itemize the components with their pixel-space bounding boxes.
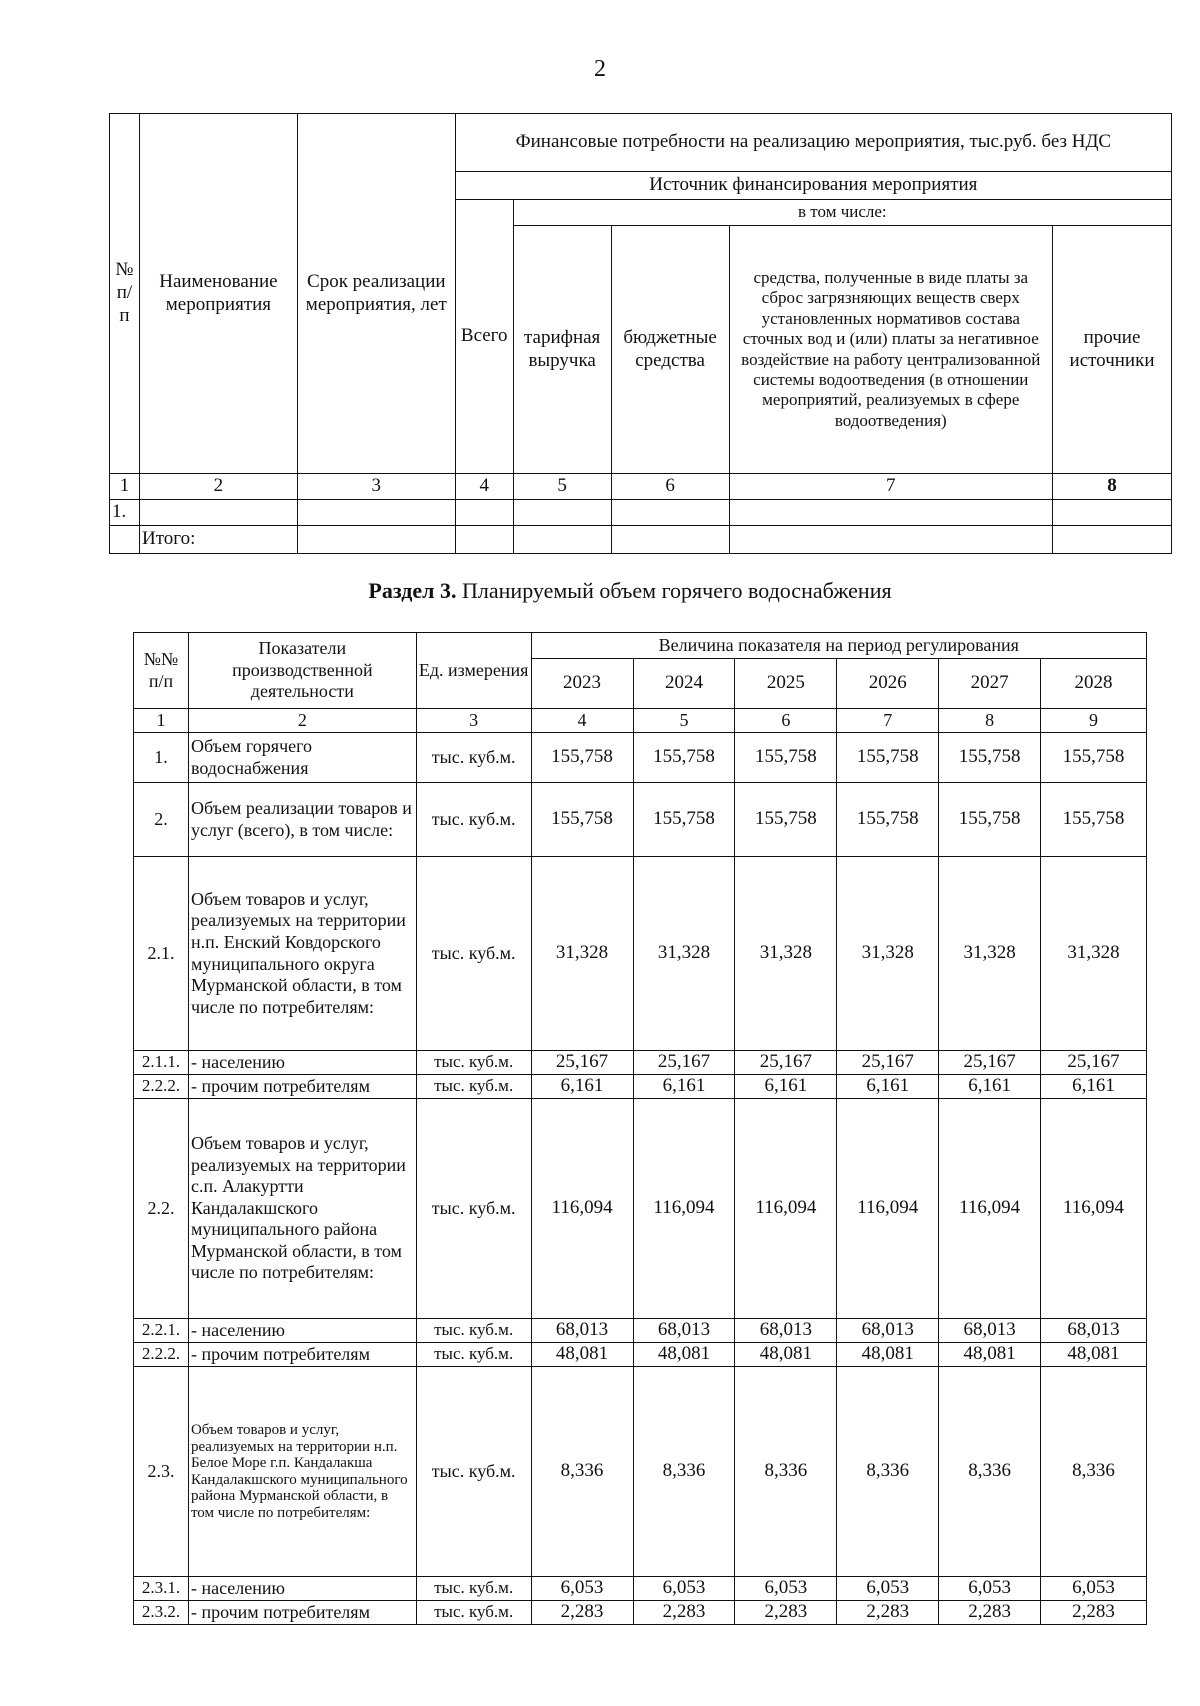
value-cell: 8,336 <box>633 1367 735 1577</box>
value-cell: 6,053 <box>633 1577 735 1601</box>
col-number: 5 <box>513 474 611 500</box>
value-cell: 2,283 <box>531 1601 633 1625</box>
value-cell: 31,328 <box>837 857 939 1051</box>
value-cell: 8,336 <box>837 1367 939 1577</box>
value-cell: 116,094 <box>837 1099 939 1319</box>
row-unit: тыс. куб.м. <box>416 1051 531 1075</box>
row-name: - населению <box>188 1051 416 1075</box>
value-cell: 48,081 <box>633 1343 735 1367</box>
value-cell: 31,328 <box>939 857 1041 1051</box>
value-cell: 155,758 <box>1041 783 1147 857</box>
value-cell: 25,167 <box>531 1051 633 1075</box>
row-name: - прочим потребителям <box>188 1601 416 1625</box>
row-name: Объем реализации товаров и услуг (всего), в том числе: <box>188 783 416 857</box>
col-number: 5 <box>633 709 735 733</box>
header-tariff: тарифная выручка <box>513 226 611 474</box>
value-cell: 25,167 <box>837 1051 939 1075</box>
value-cell: 116,094 <box>531 1099 633 1319</box>
row-unit: тыс. куб.м. <box>416 857 531 1051</box>
row-number: 2.2.2. <box>134 1343 189 1367</box>
table-row <box>134 1601 1147 1625</box>
value-cell: 155,758 <box>735 783 837 857</box>
col-number: 9 <box>1041 709 1147 733</box>
header-num: №№ п/п <box>134 633 189 709</box>
col-number: 1 <box>134 709 189 733</box>
value-cell: 116,094 <box>735 1099 837 1319</box>
table-row <box>134 857 1147 1051</box>
value-cell: 8,336 <box>531 1367 633 1577</box>
value-cell: 155,758 <box>837 733 939 783</box>
hot-water-volume-table <box>133 632 1147 1625</box>
value-cell: 2,283 <box>735 1601 837 1625</box>
value-cell: 6,161 <box>633 1075 735 1099</box>
row-number: 2. <box>134 783 189 857</box>
value-cell: 68,013 <box>531 1319 633 1343</box>
row-unit: тыс. куб.м. <box>416 1601 531 1625</box>
row-name: Объем товаров и услуг, реализуемых на территории н.п. Енский Ковдорского муниципального округа Мурманской области, в том числе по потребителям: <box>188 857 416 1051</box>
col-number: 2 <box>188 709 416 733</box>
value-cell: 6,053 <box>531 1577 633 1601</box>
value-cell: 6,053 <box>837 1577 939 1601</box>
value-cell: 155,758 <box>531 783 633 857</box>
table-row <box>134 1367 1147 1577</box>
col-number: 1 <box>110 474 140 500</box>
header-period: Величина показателя на период регулирования <box>531 633 1146 659</box>
row-number: 2.3. <box>134 1367 189 1577</box>
row-name: Объем горячего водоснабжения <box>188 733 416 783</box>
header-year: 2026 <box>837 659 939 709</box>
value-cell: 25,167 <box>1041 1051 1147 1075</box>
table-row <box>134 1099 1147 1319</box>
header-year: 2023 <box>531 659 633 709</box>
value-cell: 6,161 <box>531 1075 633 1099</box>
page-number: 2 <box>594 56 606 82</box>
value-cell: 31,328 <box>633 857 735 1051</box>
value-cell: 155,758 <box>735 733 837 783</box>
header-incl: в том числе: <box>513 200 1171 226</box>
table-row <box>134 1577 1147 1601</box>
value-cell: 31,328 <box>1041 857 1147 1051</box>
header-year: 2028 <box>1041 659 1147 709</box>
value-cell: 155,758 <box>531 733 633 783</box>
value-cell: 116,094 <box>633 1099 735 1319</box>
value-cell: 116,094 <box>1041 1099 1147 1319</box>
value-cell: 68,013 <box>939 1319 1041 1343</box>
row-unit: тыс. куб.м. <box>416 1367 531 1577</box>
col-number: 4 <box>531 709 633 733</box>
row-name: - населению <box>188 1577 416 1601</box>
value-cell: 2,283 <box>633 1601 735 1625</box>
header-budget: бюджетные средства <box>611 226 729 474</box>
value-cell: 31,328 <box>735 857 837 1051</box>
value-cell: 68,013 <box>633 1319 735 1343</box>
value-cell: 48,081 <box>939 1343 1041 1367</box>
table-row <box>134 1319 1147 1343</box>
value-cell: 155,758 <box>633 733 735 783</box>
row-unit: тыс. куб.м. <box>416 1343 531 1367</box>
col-number: 3 <box>416 709 531 733</box>
value-cell: 8,336 <box>1041 1367 1147 1577</box>
row-name: Объем товаров и услуг, реализуемых на территории с.п. Алакуртти Кандалакшского муниципального района Мурманской области, в том числе по потребителям: <box>188 1099 416 1319</box>
value-cell: 6,161 <box>939 1075 1041 1099</box>
row-number: 2.1.1. <box>134 1051 189 1075</box>
section-title-rest: Планируемый объем горячего водоснабжения <box>462 578 892 603</box>
col-number: 8 <box>939 709 1041 733</box>
col-number: 6 <box>735 709 837 733</box>
value-cell: 6,161 <box>735 1075 837 1099</box>
value-cell: 6,053 <box>735 1577 837 1601</box>
value-cell: 48,081 <box>531 1343 633 1367</box>
row-number: 2.1. <box>134 857 189 1051</box>
table-row <box>134 1343 1147 1367</box>
value-cell: 25,167 <box>735 1051 837 1075</box>
header-name: Наименование мероприятия <box>139 114 297 474</box>
col-number: 7 <box>729 474 1052 500</box>
header-year: 2024 <box>633 659 735 709</box>
value-cell: 155,758 <box>1041 733 1147 783</box>
value-cell: 8,336 <box>939 1367 1041 1577</box>
value-cell: 155,758 <box>939 733 1041 783</box>
col-number: 3 <box>297 474 455 500</box>
header-other: прочие источники <box>1053 226 1172 474</box>
value-cell: 6,053 <box>1041 1577 1147 1601</box>
header-indicator: Показатели производственной деятельности <box>188 633 416 709</box>
row-number: 2.2.1. <box>134 1319 189 1343</box>
row-number: 2.2. <box>134 1099 189 1319</box>
table-row <box>134 783 1147 857</box>
value-cell: 6,161 <box>837 1075 939 1099</box>
col-number: 7 <box>837 709 939 733</box>
table-row <box>134 1051 1147 1075</box>
section-title-bold: Раздел 3. <box>368 578 457 603</box>
value-cell: 155,758 <box>939 783 1041 857</box>
value-cell: 6,053 <box>939 1577 1041 1601</box>
col-number: 8 <box>1053 474 1172 500</box>
row-unit: тыс. куб.м. <box>416 783 531 857</box>
section-title <box>0 578 1200 604</box>
row-unit: тыс. куб.м. <box>416 1099 531 1319</box>
col-number: 2 <box>139 474 297 500</box>
row-name: - населению <box>188 1319 416 1343</box>
row-name: - прочим потребителям <box>188 1075 416 1099</box>
header-num: № п/п <box>110 114 140 474</box>
row-number: 2.3.1. <box>134 1577 189 1601</box>
financial-needs-table <box>109 113 1172 554</box>
value-cell: 48,081 <box>735 1343 837 1367</box>
value-cell: 155,758 <box>837 783 939 857</box>
value-cell: 2,283 <box>1041 1601 1147 1625</box>
col-number: 4 <box>455 474 513 500</box>
row-name: - прочим потребителям <box>188 1343 416 1367</box>
value-cell: 48,081 <box>1041 1343 1147 1367</box>
row-number: 1. <box>134 733 189 783</box>
row-number: 2.3.2. <box>134 1601 189 1625</box>
row-unit: тыс. куб.м. <box>416 733 531 783</box>
header-unit: Ед. измерения <box>416 633 531 709</box>
table-row <box>134 733 1147 783</box>
row-name: Объем товаров и услуг, реализуемых на территории н.п. Белое Море г.п. Кандалакша Кандалакшского муниципального района Мурманской области, в том числе по потребителям: <box>188 1367 416 1577</box>
value-cell: 8,336 <box>735 1367 837 1577</box>
value-cell: 25,167 <box>939 1051 1041 1075</box>
value-cell: 2,283 <box>837 1601 939 1625</box>
row-unit: тыс. куб.м. <box>416 1319 531 1343</box>
value-cell: 68,013 <box>1041 1319 1147 1343</box>
row-number: 1. <box>110 500 140 526</box>
header-term: Срок реализации мероприятия, лет <box>297 114 455 474</box>
value-cell: 6,161 <box>1041 1075 1147 1099</box>
value-cell: 68,013 <box>837 1319 939 1343</box>
table-row <box>134 1075 1147 1099</box>
header-fin-needs: Финансовые потребности на реализацию мероприятия, тыс.руб. без НДС <box>455 114 1171 172</box>
header-total: Всего <box>455 200 513 474</box>
col-number: 6 <box>611 474 729 500</box>
value-cell: 2,283 <box>939 1601 1041 1625</box>
row-number: 2.2.2. <box>134 1075 189 1099</box>
value-cell: 155,758 <box>633 783 735 857</box>
value-cell: 68,013 <box>735 1319 837 1343</box>
header-fees: средства, полученные в виде платы за сброс загрязняющих веществ сверх установленных нормативов состава сточных вод и (или) платы за негативное воздействие на работу централизованной системы водоотведения (в отношении мероприятий, реализуемых в сфере водоотведения) <box>729 226 1052 474</box>
value-cell: 48,081 <box>837 1343 939 1367</box>
header-year: 2025 <box>735 659 837 709</box>
value-cell: 116,094 <box>939 1099 1041 1319</box>
value-cell: 31,328 <box>531 857 633 1051</box>
row-unit: тыс. куб.м. <box>416 1577 531 1601</box>
header-year: 2027 <box>939 659 1041 709</box>
row-unit: тыс. куб.м. <box>416 1075 531 1099</box>
total-label: Итого: <box>139 526 297 554</box>
header-source: Источник финансирования мероприятия <box>455 172 1171 200</box>
value-cell: 25,167 <box>633 1051 735 1075</box>
